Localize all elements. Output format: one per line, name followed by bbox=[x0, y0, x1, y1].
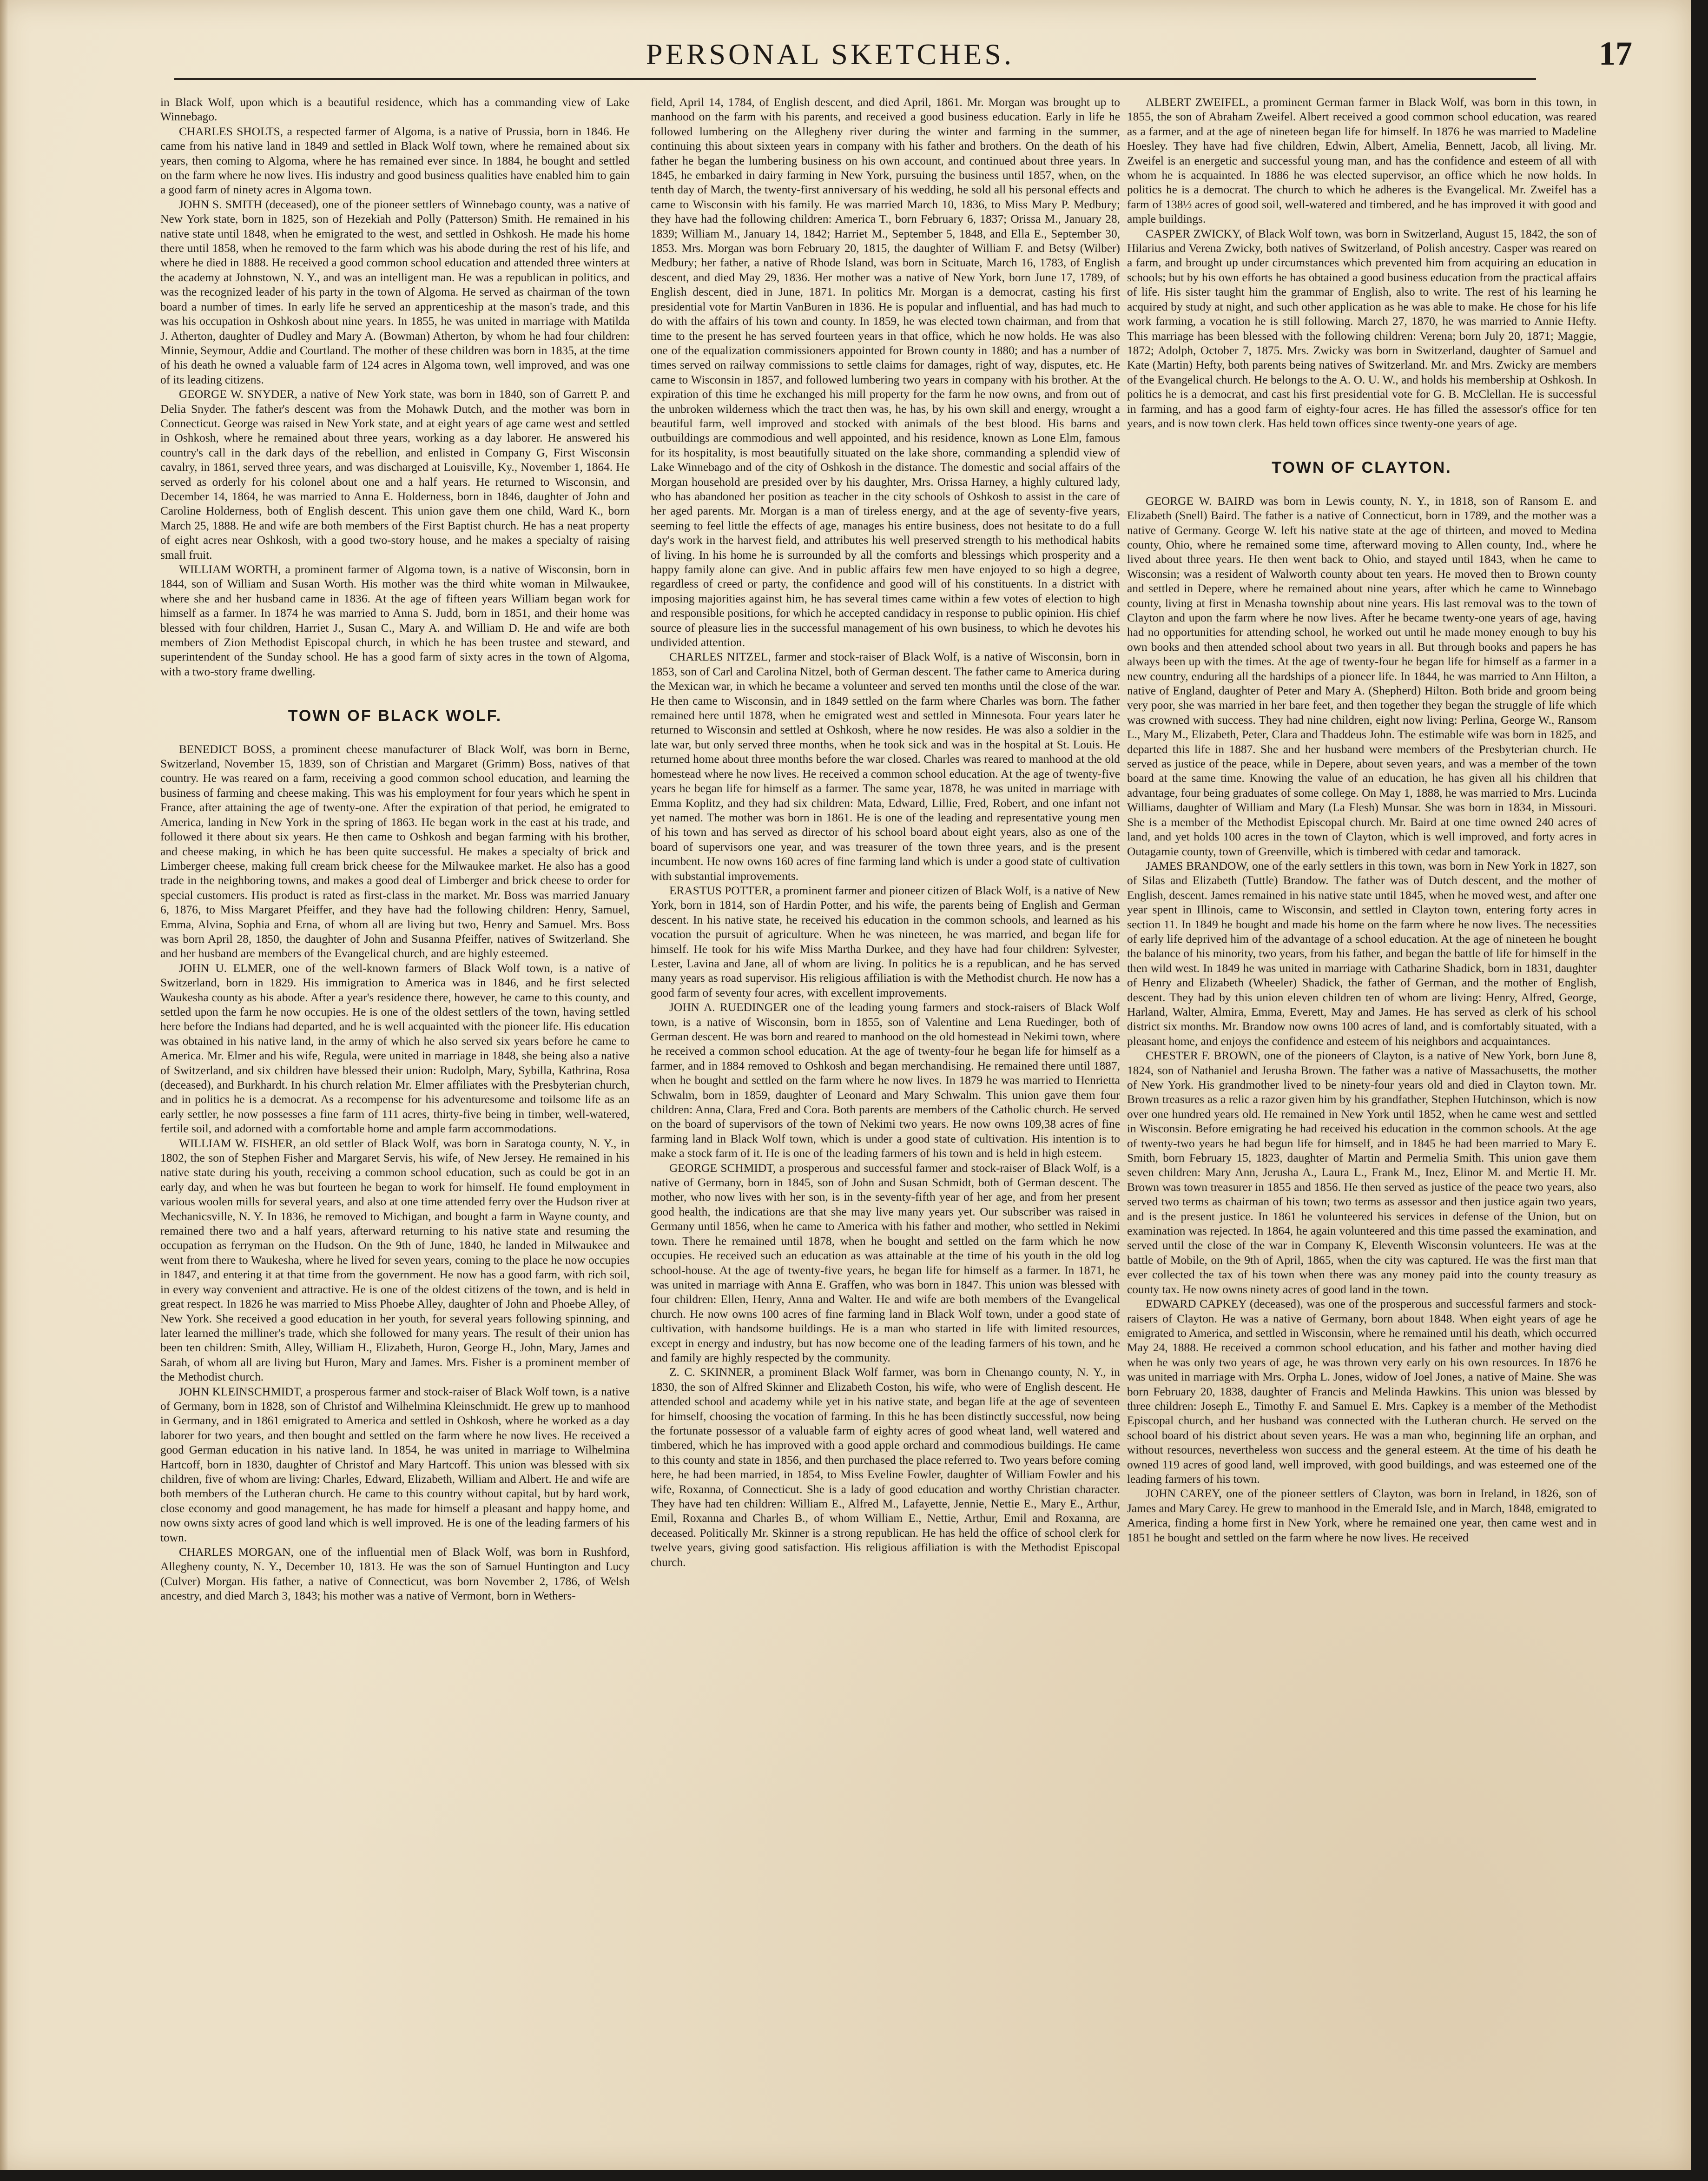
paragraph: JOHN S. SMITH (deceased), one of the pioneer settlers of Winnebago county, was a native of New York state, born in 1825, son of Hezekiah and Polly (Patterson) Smith. He remained in his native state until 1848, when he emigrated to the west, and settled in Oshkosh. He made his home there until 1858, when he removed to the farm which was his abode during the rest of his life, and where he died in 1888. He received a good common school education and attended three winters at the academy at Johnstown, N. Y., and was an intelligent man. He was a republican in politics, and was the recognized leader of his party in the town of Algoma. He served as chairman of the town board a number of times. In early life he served an apprenticeship at the mason's trade, and this was his occupation in Oshkosh about nine years. In 1855, he was united in marriage with Matilda J. Atherton, daughter of Dudley and Mary A. (Bowman) Atherton, by whom he had four children: Minnie, Seymour, Addie and Courtland. The mother of these children was born in 1835, at the time of his death he owned a valuable farm of 124 acres in Algoma town, well improved, and was one of its leading citizens. bbox=[160, 198, 630, 386]
paragraph: GEORGE W. BAIRD was born in Lewis county, N. Y., in 1818, son of Ransom E. and Elizabeth (Snell) Baird. The father is a native of Connecticut, born in 1789, and the mother was a native of Germany. George W. left his native state at the age of thirteen, and moved to Medina county, Ohio, where he remained some time, afterward moving to Allen county, Ind., where he lived about three years. He then went back to Ohio, and stayed until 1843, when he came to Wisconsin; was a resident of Walworth county about ten years. He moved then to Brown county and settled in Depere, where he remained about nine years, after which he came to Winnebago county, living at first in Menasha township about nine years. His last removal was to the town of Clayton and upon the farm where he now lives. After he became twenty-one years of age, having had no opportunities for attending school, he worked out until he made money enough to buy his own books and then attended school about two years in all. But through books and papers he has always been up with the times. At the age of twenty-four he began life for himself as a farmer in a new country, enduring all the hardships of a pioneer life. In 1844, he was married to Ann Hilton, a native of England, daughter of Peter and Mary A. (Shepherd) Hilton. Both bride and groom being very poor, she was married in her bare feet, and then together they began the struggle of life which was crowned with success. They had nine children, eight now living: Perlina, George W., Ransom L., Mary M., Elizabeth, Peter, Clara and Thaddeus John. The estimable wife was born in 1825, and departed this life in 1887. She and her husband were members of the Presbyterian church. He served as justice of the peace, while in Depere, about seven years, and was a member of the town board at the same time. Knowing the value of an education, he has given all his children that advantage, four being graduates of some college. On May 1, 1888, he was married to Mrs. Lucinda Williams, daughter of William and Mary (La Flesh) Munsar. She was born in 1834, in Missouri. She is a member of the Methodist Episcopal church. Mr. Baird at one time owned 240 acres of land, and yet holds 100 acres in the town of Clayton, which is well improved, and forty acres in Outagamie county, town of Greenville, which is timbered with cedar and tamorack. bbox=[1127, 494, 1596, 858]
paragraph: field, April 14, 1784, of English descent, and died April, 1861. Mr. Morgan was brought up to manhood on the farm with his parents, and received a good business education. Early in life he followed lumbering on the Allegheny river during the winter and farming in the summer, continuing this about sixteen years in company with his father and brothers. On the death of his father he began the lumbering business on his own account, and continued about three years. In 1845, he embarked in dairy farming in New York, pursuing the business until 1857, when, on the tenth day of March, the twenty-first anniversary of his wedding, he sold all his personal effects and came to Wisconsin with his family. He was married March 10, 1836, to Miss Mary P. Medbury; they have had the following children: America T., born February 6, 1837; Orissa M., January 28, 1839; William M., January 14, 1842; Harriet M., September 5, 1848, and Ella E., September 30, 1853. Mrs. Morgan was born February 20, 1815, the daughter of William F. and Betsy (Wilber) Medbury; her father, a native of Rhode Island, was born in Scituate, March 16, 1783, of English descent, and died May 29, 1836. Her mother was a native of New York, born June 17, 1789, of English descent, died in June, 1871. In politics Mr. Morgan is a democrat, casting his first presidential vote for Martin VanBuren in 1836. He is popular and influential, and has had much to do with the affairs of his town and county. In 1859, he was elected town chairman, and from that time to the present he has served fourteen years in that office, which he now holds. He was also one of the equalization commissioners appointed for Brown county in 1880; and has a number of times served on railway commissions to settle claims for damages, right of way, disputes, etc. He came to Wisconsin in 1857, and followed lumbering two years in company with his brother. At the expiration of this time he exchanged his mill property for the farm he now owns, and from out of the unbroken wilderness which the tract then was, he has, by his own skill and energy, wrought a beautiful farm, well improved and stocked with animals of the best blood. His barns and outbuildings are commodious and well appointed, and his residence, known as Lone Elm, famous for its hospitality, is most beautifully situated on the lake shore, commanding a splendid view of Lake Winnebago and of the city of Oshkosh in the distance. The domestic and social affairs of the Morgan household are presided over by his daughter, Mrs. Orissa Harney, a highly cultured lady, who has abandoned her position as teacher in the city schools of Oshkosh to assist in the care of her aged parents. Mr. Morgan is a man of tireless energy, and at the age of seventy-five years, seeming to feel little the effects of age, manages his entire business, does not hesitate to do a full day's work in the harvest field, and attributes his well preserved strength to his methodical habits of living. In his home he is surrounded by all the comforts and blessings which prosperity and a happy family alone can give. And in public affairs few men have enjoyed to so high a degree, regardless of creed or party, the confidence and good will of his constituents. In a district with imposing majorities against him, he has several times came within a few votes of election to high and responsible positions, for which he accepted candidacy in response to public opinion. His chief source of pleasure lies in the successful management of his own business, to which he devotes his undivided attention. bbox=[651, 96, 1120, 649]
paragraph: JOHN KLEINSCHMIDT, a prosperous farmer and stock-raiser of Black Wolf town, is a native of Germany, born in 1828, son of Christof and Wilhelmina Kleinschmidt. He grew up to manhood in Germany, and in 1861 emigrated to America and settled in Oshkosh, where he worked as a day laborer for two years, and then bought and settled on the farm where he now lives. He received a good German education in his native land. In 1854, he was united in marriage to Wilhelmina Hartcoff, born in 1830, daughter of Christof and Mary Hartcoff. This union was blessed with six children, five of whom are living: Charles, Edward, Elizabeth, William and Albert. He and wife are both members of the Lutheran church. He came to this country without capital, but by hard work, close economy and good management, he has made for himself a pleasant and happy home, and now owns sixty acres of good land which is well improved. He is one of the leading farmers of his town. bbox=[160, 1385, 630, 1544]
running-title: PERSONAL SKETCHES. bbox=[646, 38, 1014, 71]
text-column-1 bbox=[160, 95, 630, 1604]
paragraph: WILLIAM W. FISHER, an old settler of Black Wolf, was born in Saratoga county, N. Y., in 1802, the son of Stephen Fisher and Margaret Servis, his wife, of New Jersey. He remained in his native state during his youth, receiving a common school education, such as could be got in an early day, and when he was but fourteen he began to work for himself. He found employment in various woolen mills for several years, and also at one time attended ferry over the Hudson river at Mechanicsville, N. Y. In 1836, he removed to Michigan, and bought a farm in Wayne county, and remained there two and a half years, afterward returning to his native state and resuming the occupation as ferryman on the Hudson. On the 9th of June, 1840, he landed in Milwaukee and went from there to Waukesha, where he lived for seven years, coming to the place he now occupies in 1847, and entering it at that time from the government. He now has a good farm, with rich soil, in every way convenient and attractive. He is one of the oldest citizens of the town, and is held in great respect. In 1826 he was married to Miss Phoebe Alley, daughter of John and Phoebe Alley, of New York. She received a good education in her youth, for several years following spinning, and later learned the milliner's trade, which she followed for many years. The result of their union has been ten children: Smith, Alley, William H., Elizabeth, Huron, George H., John, Mary, James and Sarah, of whom all are living but Huron, Mary and James. Mrs. Fisher is a prominent member of the Methodist church. bbox=[160, 1137, 630, 1384]
paragraph: JOHN A. RUEDINGER one of the leading young farmers and stock-raisers of Black Wolf town, is a native of Wisconsin, born in 1855, son of Valentine and Lena Ruedinger, both of German descent. He was born and reared to manhood on the old homestead in Nekimi town, where he received a common school education. At the age of twenty-four he began life for himself as a farmer, and in 1884 removed to Oshkosh and began merchandising. He remained there until 1887, when he bought and settled on the farm where he now lives. In 1879 he was married to Henrietta Schwalm, born in 1859, daughter of Leonard and Mary Schwalm. This union gave them four children: Anna, Clara, Fred and Cora. Both parents are members of the Catholic church. He served on the board of supervisors of the town of Nekimi two years. He now owns 109,38 acres of fine farming land in Black Wolf town, which is under a good state of cultivation. His intention is to make a stock farm of it. He is one of the leading farmers of his town and is held in high esteem. bbox=[651, 1001, 1120, 1160]
text-column-2 bbox=[651, 95, 1120, 1570]
paragraph: CASPER ZWICKY, of Black Wolf town, was born in Switzerland, August 15, 1842, the son of Hilarius and Verena Zwicky, both natives of Switzerland, of Polish ancestry. Casper was reared on a farm, and brought up under circumstances which prevented him from acquiring an education in schools; but by his own efforts he has obtained a good business education from the practical affairs of life. His sister taught him the grammar of English, also to write. The rest of his learning he acquired by study at night, and such other application as he was able to make. He chose for his life work farming, a vocation he is still following. March 27, 1870, he was married to Annie Hefty. This marriage has been blessed with the following children: Verena; born July 20, 1871; Maggie, 1872; Adolph, October 7, 1875. Mrs. Zwicky was born in Switzerland, daughter of Samuel and Kate (Martin) Hefty, both parents being natives of Switzerland. Mr. and Mrs. Zwicky are members of the Evangelical church. He belongs to the A. O. U. W., and holds his membership at Oshkosh. In politics he is a democrat, and cast his first presidential vote for G. B. McClellan. He is successful in farming, and has a good farm of eighty-four acres. He has filled the assessor's office for ten years, and is now town clerk. Has held town offices since twenty-one years of age. bbox=[1127, 227, 1596, 430]
paragraph: GEORGE SCHMIDT, a prosperous and successful farmer and stock-raiser of Black Wolf, is a native of Germany, born in 1845, son of John and Susan Schmidt, both of German descent. The mother, who now lives with her son, is in the seventy-fifth year of her age, and from her present good health, the indications are that she may live many years yet. Our subscriber was raised in Germany until 1856, when he came to America with his father and mother, who settled in Nekimi town. There he remained until 1878, when he bought and settled on the farm which he now occupies. He received such an education as was attainable at the time of his youth in the old log school-house. At the age of twenty-five years, he began life for himself as a farmer. In 1871, he was united in marriage with Anna E. Graffen, who was born in 1847. This union was blessed with four children: Ellen, Henry, Anna and Walter. He and wife are both members of the Evangelical church. He now owns 100 acres of fine farming land in Black Wolf town, under a good state of cultivation, with handsome buildings. He is a man who started in life with limited resources, except in energy and industry, but has now become one of the leading farmers of his town, and he and family are highly respected by the community. bbox=[651, 1161, 1120, 1364]
page-binding-edge bbox=[0, 0, 8, 2170]
section-heading-black-wolf: TOWN OF BLACK WOLF. bbox=[288, 707, 502, 725]
paragraph: JOHN CAREY, one of the pioneer settlers of Clayton, was born in Ireland, in 1826, son of James and Mary Carey. He grew to manhood in the Emerald Isle, and in March, 1848, emigrated to America, finding a home first in New York, where he remained one year, then came west and in 1851 he bought and settled on the farm where he now lives. He received bbox=[1127, 1487, 1596, 1544]
header-rule bbox=[174, 78, 1536, 80]
paragraph: in Black Wolf, upon which is a beautiful residence, which has a commanding view of Lake Winnebago. bbox=[160, 96, 630, 124]
page-header bbox=[0, 33, 1691, 84]
text-column-3 bbox=[1127, 95, 1596, 1545]
paragraph: JAMES BRANDOW, one of the early settlers in this town, was born in New York in 1827, son of Silas and Elizabeth (Tuttle) Brandow. The father was of Dutch descent, and the mother of English, descent. James remained in his native state until 1845, when he moved west, and after one year spent in Illinois, came to Wisconsin, and settled in Clayton town, entering forty acres in section 11. In 1849 he bought and made his home on the farm where he now lives. The necessities of early life deprived him of the advantage of a school education. At the age of nineteen he bought the balance of his minority, two years, from his father, and began the battle of life for himself in the then wild west. In 1849 he was united in marriage with Catharine Shadick, born in 1831, daughter of Henry and Elizabeth (Wheeler) Shadick, the father of German, and the mother of English, descent. They had by this union eleven children ten of whom are living: Henry, Alfred, George, Harland, Walter, Almira, Emma, Everett, May and James. He has served as clerk of his school district six months. Mr. Brandow now owns 100 acres of land, and is comfortably situated, with a pleasant home, and enjoys the confidence and esteem of his neighbors and acquaintances. bbox=[1127, 859, 1596, 1048]
paragraph: Z. C. SKINNER, a prominent Black Wolf farmer, was born in Chenango county, N. Y., in 1830, the son of Alfred Skinner and Elizabeth Coston, his wife, who were of English descent. He attended school and academy while yet in his native state, and began life at the age of seventeen for himself, choosing the vocation of farming. In this he has been distinctly successful, now being the fortunate possessor of a valuable farm of eighty acres of good wheat land, well watered and timbered, which he has improved with a good apple orchard and commodious buildings. He came to this county and state in 1856, and then purchased the place referred to. Two years before coming here, he had been married, in 1854, to Miss Eveline Fowler, daughter of William Fowler and his wife, Roxanna, of Connecticut. She is a lady of good education and worthy Christian character. They have had ten children: William E., Alfred M., Lafayette, Jennie, Nettie E., Mary E., Arthur, Emil, Roxanna and Charles B., of whom William E., Nettie, Arthur, Emil and Roxanna, are deceased. Politically Mr. Skinner is a strong republican. He has held the office of school clerk for twelve years, giving good satisfaction. His religious affiliation is with the Methodist Episcopal church. bbox=[651, 1366, 1120, 1569]
paragraph: CHARLES MORGAN, one of the influential men of Black Wolf, was born in Rushford, Allegheny county, N. Y., December 10, 1813. He was the son of Samuel Huntington and Lucy (Culver) Morgan. His father, a native of Connecticut, was born November 2, 1786, of Welsh ancestry, and died March 3, 1843; his mother was a native of Vermont, born in Wethers- bbox=[160, 1546, 630, 1603]
paragraph: EDWARD CAPKEY (deceased), was one of the prosperous and successful farmers and stock-raisers of Clayton. He was a native of Germany, born about 1848. When eight years of age he emigrated to America, and settled in Wisconsin, where he remained until his death, which occurred May 24, 1888. He received a common school education, and his father and mother having died when he was only two years of age, he was thrown very early on his own resources. In 1876 he was united in marriage with Mrs. Orpha L. Jones, widow of Joel Jones, a native of Maine. She was born February 20, 1838, daughter of Francis and Melinda Hawkins. This union was blessed by three children: Joseph E., Timothy F. and Samuel E. Mrs. Capkey is a member of the Methodist Episcopal church, and her husband was connected with the Lutheran church. He served on the school board of his district about seven years. He was a man who, beginning life an orphan, and without resources, nevertheless won success and the general esteem. At the time of his death he owned 119 acres of good land, well improved, with good buildings, and was esteemed one of the leading farmers of his town. bbox=[1127, 1297, 1596, 1486]
paragraph: JOHN U. ELMER, one of the well-known farmers of Black Wolf town, is a native of Switzerland, born in 1829. His immigration to America was in 1846, and he first selected Waukesha county as his abode. After a year's residence there, however, he came to this county, and settled upon the farm he now occupies. He is one of the oldest settlers of the town, having settled here before the Indians had departed, and he is well acquainted with the pioneer life. His education was obtained in his native land, in the army of which he also served six years before he came to America. Mr. Elmer and his wife, Regula, were united in marriage in 1848, she being also a native of Switzerland, and six children have blessed their union: Rudolph, Mary, Sybilla, Kathrina, Rosa (deceased), and Burkhardt. In his church relation Mr. Elmer affiliates with the Presbyterian church, and in politics he is a democrat. As a recompense for his adventuresome and toilsome life as an early settler, he now possesses a fine farm of 111 acres, thirty-five being in timber, well-watered, fertile soil, and adorned with a comfortable home and ample farm accommodations. bbox=[160, 961, 630, 1136]
page-number: 17 bbox=[1599, 35, 1632, 72]
paragraph: GEORGE W. SNYDER, a native of New York state, was born in 1840, son of Garrett P. and Delia Snyder. The father's descent was from the Mohawk Dutch, and the mother was born in Connecticut. George was raised in New York state, and at eight years of age came west and settled in Oshkosh, where he remained about three years, working as a day laborer. He answered his country's call in the dark days of the rebellion, and enlisted in Company G, First Wisconsin cavalry, in 1861, served three years, and was discharged at Louisville, Ky., November 1, 1864. He served as orderly for his colonel about one and a half years. He returned to Wisconsin, and December 14, 1864, he was married to Anna E. Holderness, born in 1846, daughter of John and Caroline Holderness, both of English descent. This union gave them one child, Ward K., born March 25, 1888. He and wife are both members of the First Baptist church. He has a neat property of eight acres near Oshkosh, with a good two-story house, and he makes a specialty of raising small fruit. bbox=[160, 388, 630, 562]
paragraph: CHARLES NITZEL, farmer and stock-raiser of Black Wolf, is a native of Wisconsin, born in 1853, son of Carl and Carolina Nitzel, both of German descent. The father came to America during the Mexican war, in which he became a volunteer and served ten months until the close of the war. He then came to Wisconsin, and in 1849 settled on the farm where Charles was born. The father remained here until 1878, when he emigrated west and settled in Minnesota. Four years later he returned to Wisconsin and settled at Oshkosh, where he now resides. He was also a soldier in the late war, but only served three months, when he took sick and was in the hospital at St. Louis. He returned home about three months before the war closed. Charles was reared to manhood at the old homestead where he now lives. He received a common school education. At the age of twenty-five years he began life for himself as a farmer. The same year, 1878, he was united in marriage with Emma Koplitz, and they had six children: Mata, Edward, Lillie, Fred, Robert, and one infant not yet named. The mother was born in 1861. He is one of the leading and representative young men of his town and has served as director of his school board about eight years, also as one of the board of supervisors one year, and was treasurer of the town three years, and is the present incumbent. He now owns 160 acres of fine farming land which is under a good state of cultivation with substantial improvements. bbox=[651, 650, 1120, 883]
paragraph: ERASTUS POTTER, a prominent farmer and pioneer citizen of Black Wolf, is a native of New York, born in 1814, son of Hardin Potter, and his wife, the parents being of English and German descent. In his native state, he received his education in the common schools, and learned as his vocation the pursuit of agriculture. When he was nineteen, he was married, and began life for himself. He took for his wife Miss Martha Durkee, and they have had four children: Sylvester, Lester, Lavina and Jane, all of whom are living. In politics he is a republican, and he has served many years as road supervisor. His religious affiliation is with the Methodist church. He now has a good farm of seventy four acres, with excellent improvements. bbox=[651, 884, 1120, 999]
paragraph: BENEDICT BOSS, a prominent cheese manufacturer of Black Wolf, was born in Berne, Switzerland, November 15, 1839, son of Christian and Margaret (Grimm) Boss, natives of that country. He was reared on a farm, receiving a good common school education, and learning the business of farming and cheese making. This was his employment for four years which he spent in France, after attaining the age of twenty-one. After the expiration of that period, he emigrated to America, landing in New York in the spring of 1863. He began work in the east at his trade, and followed it there about six years. He then came to Oshkosh and began farming with his brother, and cheese making, in which he has been quite successful. He makes a specialty of brick and Limberger cheese, making full cream brick cheese for the Milwaukee market. He also has a good trade in the neighboring towns, and makes a good deal of Limberger and brick cheese to order for special customers. His product is rated as first-class in the market. Mr. Boss was married January 6, 1876, to Miss Margaret Pfeiffer, and they have had the following children: Henry, Samuel, Emma, Alvina, Sophia and Erna, of whom all are living but two, Henry and Samuel. Mrs. Boss was born April 28, 1850, the daughter of John and Susanna Pfeiffer, natives of Switzerland. She and her husband are members of the Evangelical church, and are highly esteemed. bbox=[160, 742, 630, 960]
paragraph: CHESTER F. BROWN, one of the pioneers of Clayton, is a native of New York, born June 8, 1824, son of Nathaniel and Jerusha Brown. The father was a native of Massachusetts, the mother of New York. His grandmother lived to be ninety-four years old and died in Clayton town. Mr. Brown treasures as a relic a razor given him by his grandfather, Stephen Hutchinson, which is now over one hundred years old. He remained in New York until 1852, when he came west and settled in Wisconsin. Before emigrating he had received his education in the common schools. At the age of twenty-two years he had begun life for himself, and in 1845 he had been married to Mary E. Smith, born February 15, 1823, daughter of Martin and Permelia Smith. This union gave them seven children: Mary Ann, Jerusha A., Laura L., Frank M., Inez, Elinor M. and Mertie H. Mr. Brown was town treasurer in 1855 and 1856. He then served as justice of the peace two years, also served two terms as chairman of his town; two terms as assessor and then justice again two years, and is the present justice. In 1861 he volunteered his services in defense of the Union, but on examination was rejected. In 1864, he again volunteered and this time passed the examination, and served until the close of the war in Company K, Eleventh Wisconsin volunteers. He was at the battle of Mobile, on the 9th of April, 1865, when the city was captured. He was the first man that ever collected the tax of his town when there was any money paid into the county treasury as county tax. He now owns ninety acres of good land in the town. bbox=[1127, 1049, 1596, 1296]
paragraph: WILLIAM WORTH, a prominent farmer of Algoma town, is a native of Wisconsin, born in 1844, son of William and Susan Worth. His mother was the third white woman in Milwaukee, where she and her husband came in 1836. At the age of fifteen years William began work for himself as a farmer. In 1874 he was married to Anna S. Judd, born in 1851, and their home was blessed with four children, Harriet J., Susan C., Mary A. and William D. He and wife are both members of Zion Methodist Episcopal church, in which he has been trustee and steward, and superintendent of the Sunday school. He has a good farm of sixty acres in the town of Algoma, with a two-story frame dwelling. bbox=[160, 563, 630, 678]
paragraph: CHARLES SHOLTS, a respected farmer of Algoma, is a native of Prussia, born in 1846. He came from his native land in 1849 and settled in Black Wolf town, where he remained about six years, then coming to Algoma, where he has remained ever since. In 1884, he bought and settled on the farm where he now lives. His industry and good business qualities have enabled him to gain a good farm of ninety acres in Algoma town. bbox=[160, 125, 630, 197]
paragraph: ALBERT ZWEIFEL, a prominent German farmer in Black Wolf, was born in this town, in 1855, the son of Abraham Zweifel. Albert received a good common school education, was reared as a farmer, and at the age of nineteen began life for himself. In 1876 he was married to Madeline Hoesley. They have had five children, Edwin, Albert, Amelia, Bennett, Jacob, all living. Mr. Zweifel is an energetic and successful young man, and has the confidence and esteem of all with whom he is acquainted. In 1886 he was elected supervisor, an office which he now holds. In politics he is a democrat. The church to which he adheres is the Evangelical. Mr. Zweifel has a farm of 138½ acres of good soil, well-watered and timbered, and he has improved it with good and ample buildings. bbox=[1127, 96, 1596, 226]
section-heading-clayton: TOWN OF CLAYTON. bbox=[1272, 459, 1452, 477]
